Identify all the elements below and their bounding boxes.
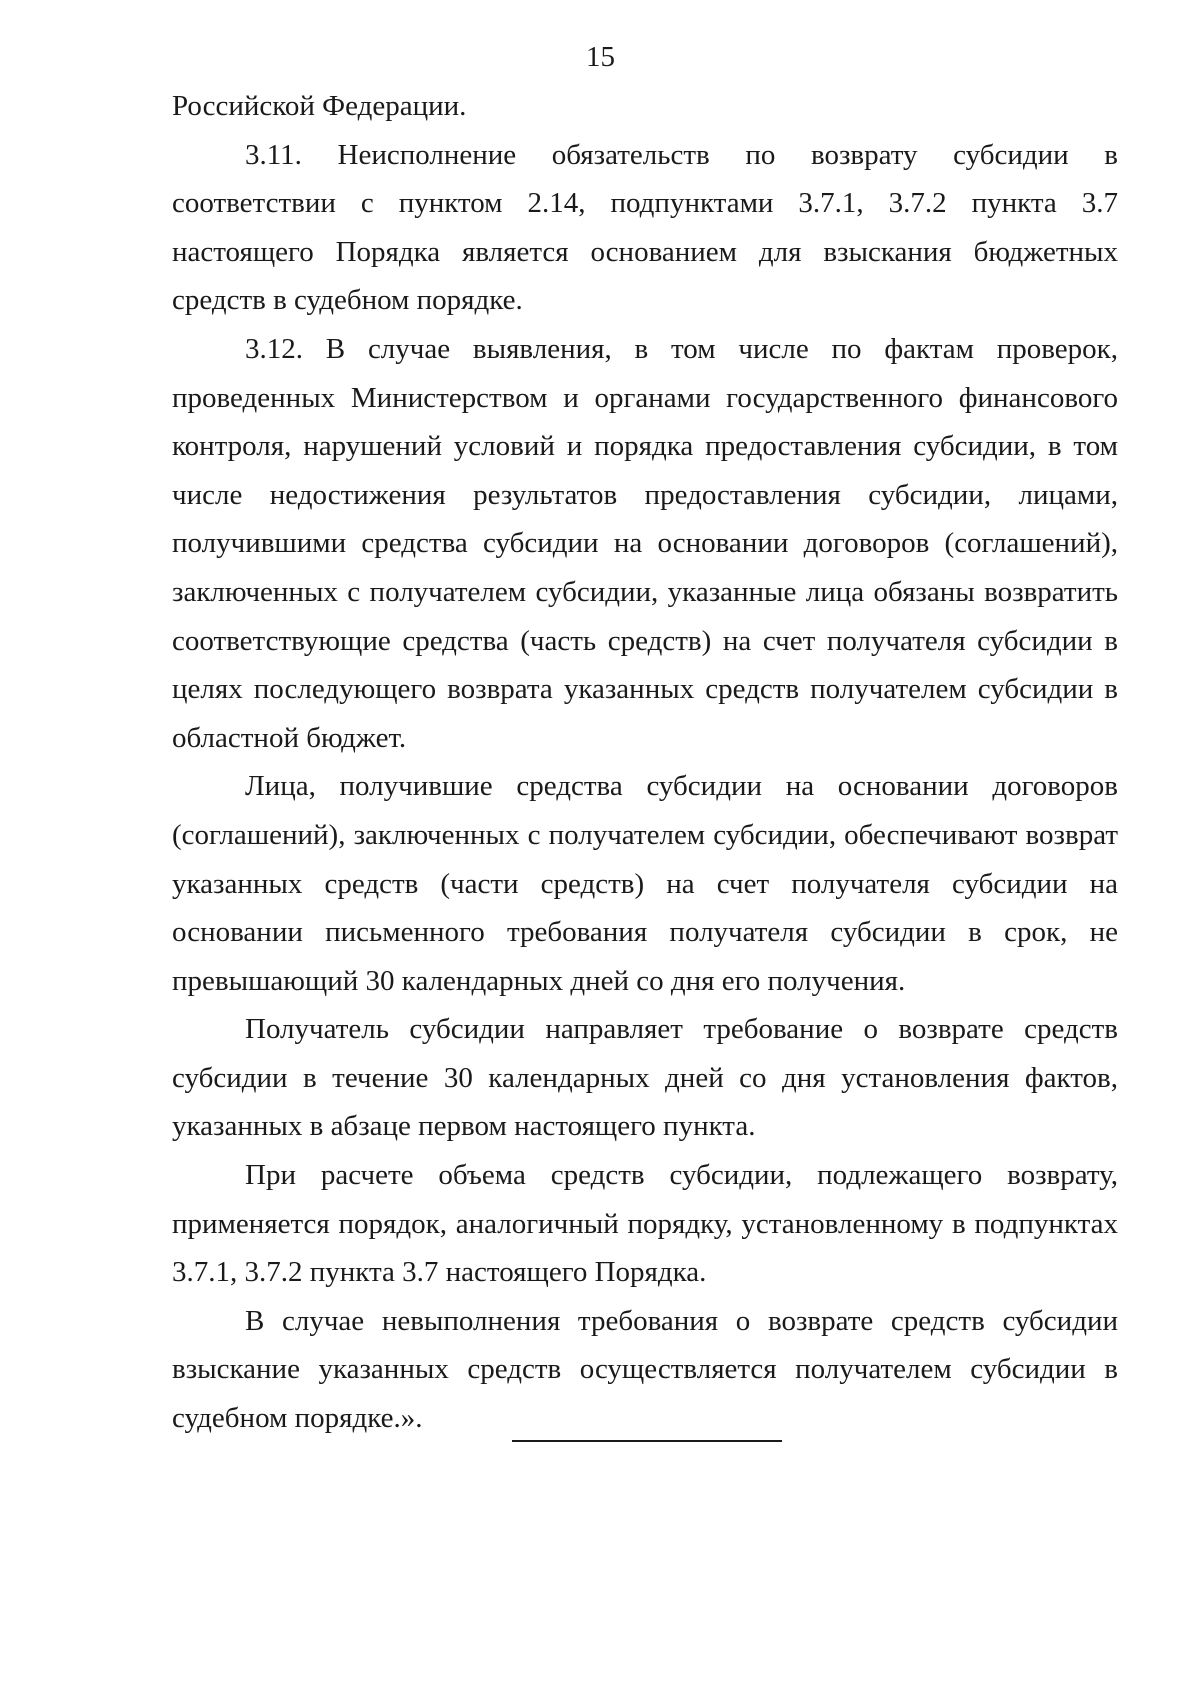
paragraph-court-recovery: В случае невыполнения требования о возврате средств субсидии взыскание указанных средств осуществляется получателем субсидии в судебном порядке.». — [172, 1304, 1118, 1435]
page-number: 15 — [586, 41, 615, 73]
paragraph-3-12: 3.12. В случае выявления, в том числе по фактам проверок, проведенных Министерством и органами государственного финансового контроля, нарушений условий и порядка предоставления субсидии, в том числе недостижения результатов предоставления субсидии, лицами, получившими средства субсидии на основании договоров (соглашений), заключенных с получателем субсидии, указанные лица обязаны возвратить соответствующие средства (часть средств) на счет получателя субсидии в целях последующего возврата указанных средств получателем субсидии в областной бюджет. — [172, 332, 1118, 754]
paragraph-persons-return: Лица, получившие средства субсидии на основании договоров (соглашений), заключенных с получателем субсидии, обеспечивают возврат указанных средств (части средств) на счет получателя субсидии на основании письменного требования получателя субсидии в срок, не превышающий 30 календарных дней со дня его получения. — [172, 770, 1118, 997]
paragraph-3-11: 3.11. Неисполнение обязательств по возврату субсидии в соответствии с пунктом 2.14, подпунктами 3.7.1, 3.7.2 пункта 3.7 настоящего Порядка является основанием для взыскания бюджетных средств в судебном порядке. — [172, 138, 1118, 317]
paragraph-calculation: При расчете объема средств субсидии, подлежащего возврату, применяется порядок, аналогичный порядку, установленному в подпунктах 3.7.1, 3.7.2 пункта 3.7 настоящего Порядка. — [172, 1159, 1118, 1289]
paragraph-continuation: Российской Федерации. — [172, 90, 467, 122]
document-body — [172, 82, 1118, 1443]
closing-divider-line — [512, 1440, 782, 1442]
paragraph-recipient-demand: Получатель субсидии направляет требование о возврате средств субсидии в течение 30 календарных дней со дня установления фактов, указанных в абзаце первом настоящего пункта. — [172, 1013, 1118, 1143]
